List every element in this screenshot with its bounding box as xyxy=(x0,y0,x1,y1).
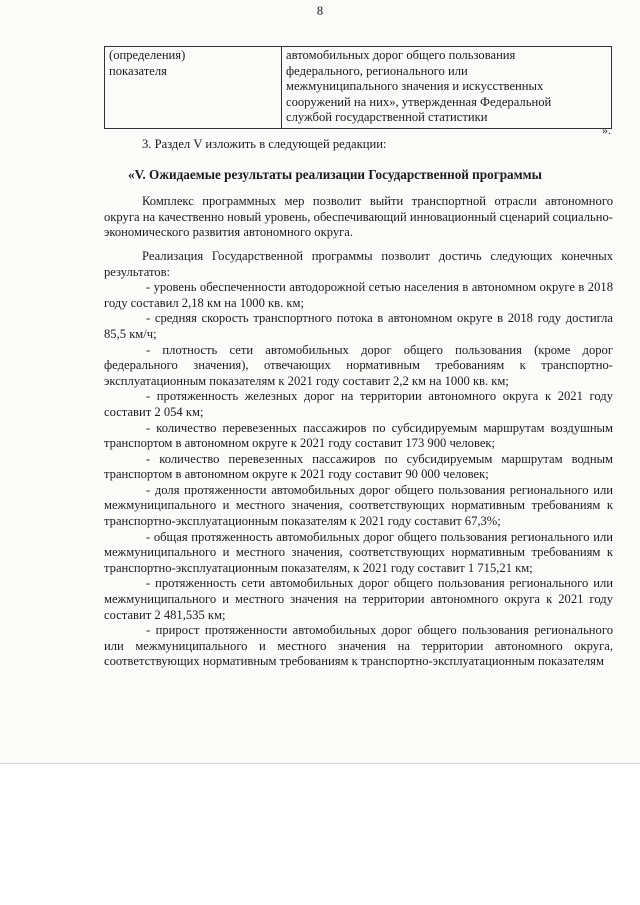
result-item: - протяженность железных дорог на территории автономного округа к 2021 году составит 2 054 км; xyxy=(104,389,613,419)
result-item: - прирост протяженности автомобильных дорог общего пользования регионального или межмуниципального и местного значения на территории автономного округа, соответствующих нормативным требованиям к транспортно-эксплуатационным показателям xyxy=(104,623,613,669)
result-item: - протяженность сети автомобильных дорог общего пользования регионального или межмуниципального и местного значения на территории автономного округа к 2021 году составит 2 481,535 км; xyxy=(104,576,613,622)
section-heading: «V. Ожидаемые результаты реализации Государственной программы xyxy=(128,166,542,182)
table-cell-line: автомобильных дорог общего пользования xyxy=(286,48,516,62)
page-number: 8 xyxy=(316,4,324,18)
intro-paragraph: Комплекс программных мер позволит выйти транспортной отрасли автономного округа на качественно новый уровень, обеспечивающий инновационный сценарий социально-экономического развития автономного округа. xyxy=(104,194,613,240)
table-cell-line: межмуниципального значения и искусственных xyxy=(286,79,544,94)
table-cell-line: службой государственной статистики xyxy=(286,110,488,125)
closing-quote: ». xyxy=(602,123,611,137)
amendment-instruction: 3. Раздел V изложить в следующей редакции: xyxy=(142,137,387,151)
document-body xyxy=(104,125,613,670)
table-cell-line: (определения) xyxy=(109,48,186,62)
result-item: - средняя скорость транспортного потока в автономном округе в 2018 году достигла 85,5 км/ч; xyxy=(104,311,613,341)
table-cell-label xyxy=(105,47,282,129)
table-cell-line: показателя xyxy=(109,63,167,78)
result-item: - количество перевезенных пассажиров по субсидируемым маршрутам водным транспортом в автономном округе к 2021 году составит 90 000 человек; xyxy=(104,451,613,482)
definition-table xyxy=(104,46,612,129)
intro-paragraph: Реализация Государственной программы позволит достичь следующих конечных результатов: xyxy=(104,248,613,279)
result-item: - количество перевезенных пассажиров по субсидируемым маршрутам воздушным транспортом в автономном округе к 2021 году составит 173 900 человек; xyxy=(104,420,613,451)
table-cell-definition xyxy=(282,47,612,129)
result-item: - плотность сети автомобильных дорог общего пользования (кроме дорог федерального значения), отвечающих нормативным требованиям к транспортно-эксплуатационным показателям к 2021 году составит 2,2 км на 1000 кв. км; xyxy=(104,342,613,388)
result-item: - доля протяженности автомобильных дорог общего пользования регионального или межмуниципального и местного значения, соответствующих нормативным требованиям к транспортно-эксплуатационным показателям к 2021 году составит 67,3%; xyxy=(104,482,613,529)
result-item: - общая протяженность автомобильных дорог общего пользования регионального или межмуниципального и местного значения, соответствующих нормативным требованиям к транспортно-эксплуатационным показателям, к 2021 году составит 1 715,21 км; xyxy=(104,529,613,575)
table-row xyxy=(105,47,612,129)
table-cell-line: федерального, регионального или xyxy=(286,63,468,78)
result-item: - уровень обеспеченности автодорожной сетью населения в автономном округе в 2018 году составил 2,18 км на 1000 кв. км; xyxy=(104,280,613,310)
table-cell-line: сооружений на них», утвержденная Федеральной xyxy=(286,94,552,109)
